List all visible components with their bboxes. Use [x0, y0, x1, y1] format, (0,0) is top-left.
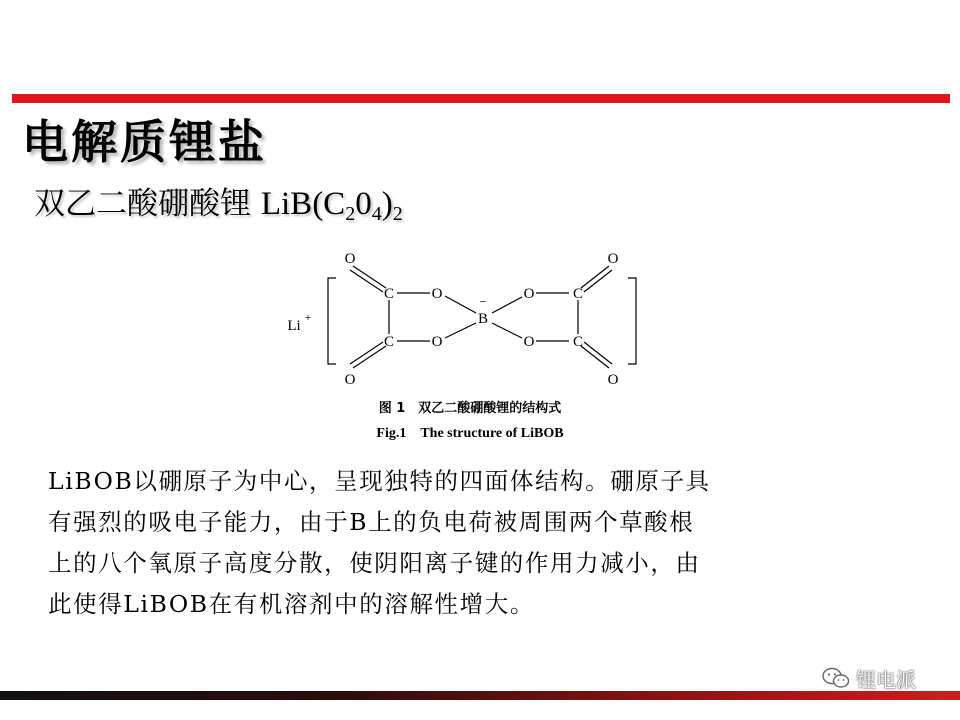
- paragraph-line: 此使得LiBOB在有机溶剂中的溶解性增大。: [48, 590, 535, 618]
- lithium-ion: Li: [287, 318, 301, 334]
- lithium-charge: +: [304, 310, 312, 324]
- atom-c-upper-left: C: [383, 286, 395, 302]
- wechat-icon: [822, 667, 850, 689]
- paragraph-line: LiBOB以硼原子为中心，呈现独特的四面体结构。硼原子具: [48, 467, 711, 495]
- watermark-text: 锂电派: [856, 667, 916, 692]
- atom-o-bottom-left: O: [344, 372, 356, 388]
- atom-o-bottom-right: O: [607, 372, 619, 388]
- figure-caption-cn: 图 1 双乙二酸硼酸锂的结构式: [378, 401, 562, 416]
- watermark: [822, 664, 916, 692]
- atom-o-top-right: O: [607, 251, 619, 267]
- description-paragraph: [48, 461, 888, 625]
- top-red-bar: [12, 94, 950, 103]
- atom-o-upper-left: O: [431, 286, 443, 302]
- atom-c-lower-left: C: [383, 334, 395, 350]
- slide-title: 电解质锂盐: [22, 115, 267, 169]
- paragraph-line: 上的八个氧原子高度分散，使阴阳离子键的作用力减小，由: [48, 549, 701, 577]
- subtitle-chinese: 双乙二酸硼酸锂: [34, 186, 251, 222]
- atom-o-top-left: O: [344, 251, 356, 267]
- atom-o-upper-right: O: [523, 286, 535, 302]
- atom-o-lower-right: O: [523, 334, 535, 350]
- figure-caption-en: Fig.1 The structure of LiBOB: [376, 426, 564, 441]
- boron-charge: −: [479, 294, 487, 309]
- atom-o-lower-left: O: [431, 334, 443, 350]
- bottom-gradient-bar: [0, 691, 960, 700]
- atom-boron: B: [477, 311, 489, 327]
- atom-c-lower-right: C: [572, 334, 584, 350]
- slide-subtitle: [34, 178, 403, 226]
- structure-diagram: [270, 244, 670, 452]
- left-bracket: [328, 278, 336, 364]
- right-bracket: [628, 278, 636, 364]
- paragraph-line: 有强烈的吸电子能力，由于B上的负电荷被周围两个草酸根: [48, 508, 695, 536]
- libob-structure-figure: [270, 244, 670, 452]
- atom-c-upper-right: C: [572, 286, 584, 302]
- chemical-formula: $LiB(C_20_4)_2$: [260, 186, 403, 225]
